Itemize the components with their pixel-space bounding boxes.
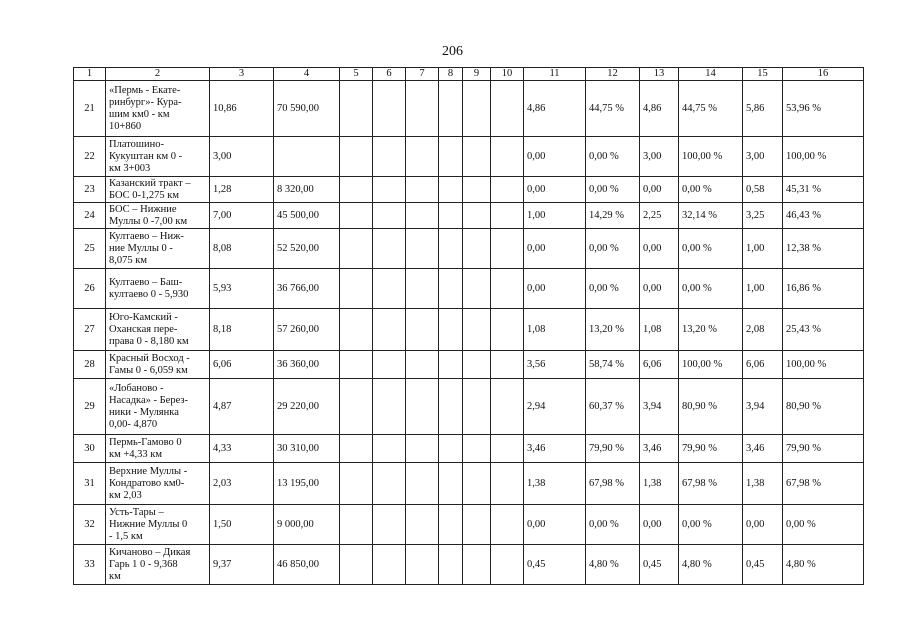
table-row <box>74 137 864 177</box>
road-name-cell: Усть-Тары – Нижние Муллы 0 - 1,5 км <box>106 505 210 545</box>
table-cell <box>439 545 463 585</box>
table-cell: 0,00 <box>524 269 586 309</box>
column-header: 4 <box>274 68 340 81</box>
table-cell: 9,37 <box>210 545 274 585</box>
table-cell: 25,43 % <box>783 309 864 351</box>
table-cell: 1,00 <box>524 203 586 229</box>
table-cell <box>463 137 491 177</box>
column-header: 14 <box>679 68 743 81</box>
table-cell: 1,08 <box>524 309 586 351</box>
table-cell <box>491 229 524 269</box>
row-number-cell: 33 <box>74 545 106 585</box>
column-header: 7 <box>406 68 439 81</box>
table-cell: 45,31 % <box>783 177 864 203</box>
page-number: 206 <box>442 44 463 59</box>
table-cell: 67,98 % <box>679 463 743 505</box>
table-cell: 0,45 <box>524 545 586 585</box>
road-name-cell: Култаево – Ниж- ние Муллы 0 - 8,075 км <box>106 229 210 269</box>
table-cell: 0,00 % <box>679 505 743 545</box>
table-cell: 57 260,00 <box>274 309 340 351</box>
row-number-cell: 29 <box>74 379 106 435</box>
table-row <box>74 505 864 545</box>
column-header: 9 <box>463 68 491 81</box>
table-cell: 2,08 <box>743 309 783 351</box>
column-header: 13 <box>640 68 679 81</box>
table-cell: 13,20 % <box>679 309 743 351</box>
table-cell: 100,00 % <box>783 137 864 177</box>
row-number-cell: 22 <box>74 137 106 177</box>
table-cell <box>340 309 373 351</box>
column-header: 2 <box>106 68 210 81</box>
row-number-cell: 21 <box>74 81 106 137</box>
table-row <box>74 545 864 585</box>
table-cell <box>373 435 406 463</box>
table-cell: 0,00 % <box>586 137 640 177</box>
table-cell <box>340 203 373 229</box>
table-cell <box>406 203 439 229</box>
table-row <box>74 435 864 463</box>
table-cell: 3,00 <box>743 137 783 177</box>
table-cell <box>340 505 373 545</box>
table-cell: 1,00 <box>743 269 783 309</box>
table-cell <box>439 137 463 177</box>
table-cell: 80,90 % <box>679 379 743 435</box>
road-name-cell: «Пермь - Екате- ринбург»- Кура- шим км0 - км 10+860 <box>106 81 210 137</box>
table-cell <box>406 269 439 309</box>
table-row <box>74 379 864 435</box>
table-cell: 2,03 <box>210 463 274 505</box>
table-cell: 6,06 <box>210 351 274 379</box>
table-cell: 53,96 % <box>783 81 864 137</box>
table-cell <box>463 379 491 435</box>
row-number-cell: 25 <box>74 229 106 269</box>
road-name-cell: Платошино- Кукуштан км 0 - км 3+003 <box>106 137 210 177</box>
table-cell <box>373 269 406 309</box>
table-cell <box>463 269 491 309</box>
table-cell: 4,80 % <box>679 545 743 585</box>
table-cell: 0,45 <box>640 545 679 585</box>
column-header: 15 <box>743 68 783 81</box>
table-cell: 100,00 % <box>679 137 743 177</box>
row-number-cell: 23 <box>74 177 106 203</box>
table-cell <box>463 545 491 585</box>
table-cell: 7,00 <box>210 203 274 229</box>
table-cell: 5,86 <box>743 81 783 137</box>
table-cell <box>463 351 491 379</box>
table-cell: 6,06 <box>640 351 679 379</box>
road-name-cell: Верхние Муллы - Кондратово км0- км 2,03 <box>106 463 210 505</box>
table-cell <box>439 309 463 351</box>
table-cell <box>439 203 463 229</box>
table-cell <box>340 435 373 463</box>
table-cell <box>491 203 524 229</box>
table-cell <box>406 545 439 585</box>
table-cell <box>463 435 491 463</box>
table-cell <box>406 379 439 435</box>
row-number-cell: 31 <box>74 463 106 505</box>
table-cell: 36 766,00 <box>274 269 340 309</box>
table-cell <box>373 177 406 203</box>
table-cell <box>373 229 406 269</box>
table-cell <box>439 463 463 505</box>
table-cell: 80,90 % <box>783 379 864 435</box>
table-cell: 44,75 % <box>679 81 743 137</box>
table-cell <box>340 463 373 505</box>
table-cell: 1,08 <box>640 309 679 351</box>
table-cell: 5,93 <box>210 269 274 309</box>
table-cell <box>491 81 524 137</box>
table-cell: 30 310,00 <box>274 435 340 463</box>
table-cell <box>406 81 439 137</box>
table-cell <box>373 203 406 229</box>
column-header: 10 <box>491 68 524 81</box>
table-cell: 60,37 % <box>586 379 640 435</box>
table-cell <box>439 229 463 269</box>
table-header <box>74 68 864 81</box>
table-cell: 4,33 <box>210 435 274 463</box>
table-cell <box>439 351 463 379</box>
table-cell <box>406 505 439 545</box>
table-cell <box>373 505 406 545</box>
table-cell: 13,20 % <box>586 309 640 351</box>
row-number-cell: 27 <box>74 309 106 351</box>
table-cell: 36 360,00 <box>274 351 340 379</box>
table-cell <box>491 269 524 309</box>
road-name-cell: БОС – Нижние Муллы 0 -7,00 км <box>106 203 210 229</box>
table-cell <box>340 81 373 137</box>
column-header: 1 <box>74 68 106 81</box>
table-cell: 3,00 <box>210 137 274 177</box>
table-cell <box>373 81 406 137</box>
table-cell: 1,38 <box>743 463 783 505</box>
row-number-cell: 24 <box>74 203 106 229</box>
table-cell <box>373 545 406 585</box>
row-number-cell: 32 <box>74 505 106 545</box>
table-cell: 4,86 <box>524 81 586 137</box>
table-cell <box>406 309 439 351</box>
table-cell: 3,46 <box>640 435 679 463</box>
table-cell: 79,90 % <box>586 435 640 463</box>
table-cell: 52 520,00 <box>274 229 340 269</box>
table-cell: 3,94 <box>743 379 783 435</box>
table-cell: 100,00 % <box>679 351 743 379</box>
table-cell: 1,50 <box>210 505 274 545</box>
table-cell <box>491 309 524 351</box>
table-row <box>74 203 864 229</box>
table-cell: 32,14 % <box>679 203 743 229</box>
table-cell: 1,00 <box>743 229 783 269</box>
table-cell: 29 220,00 <box>274 379 340 435</box>
table-cell: 1,38 <box>640 463 679 505</box>
table-row <box>74 463 864 505</box>
table-cell <box>463 81 491 137</box>
table-cell <box>340 137 373 177</box>
table-cell <box>340 545 373 585</box>
table-cell <box>491 505 524 545</box>
table-cell: 0,45 <box>743 545 783 585</box>
table-cell <box>439 269 463 309</box>
table-cell: 100,00 % <box>783 351 864 379</box>
table-cell: 8,08 <box>210 229 274 269</box>
table-cell: 10,86 <box>210 81 274 137</box>
table-cell: 46 850,00 <box>274 545 340 585</box>
table-cell <box>406 177 439 203</box>
table-cell <box>406 351 439 379</box>
table-cell: 0,00 <box>640 269 679 309</box>
row-number-cell: 28 <box>74 351 106 379</box>
table-cell: 9 000,00 <box>274 505 340 545</box>
table-cell: 3,00 <box>640 137 679 177</box>
table-cell: 0,00 <box>524 229 586 269</box>
table-cell: 16,86 % <box>783 269 864 309</box>
table-cell <box>340 269 373 309</box>
table-cell: 4,80 % <box>783 545 864 585</box>
table-cell: 0,00 <box>640 177 679 203</box>
table-cell: 67,98 % <box>783 463 864 505</box>
table-cell: 58,74 % <box>586 351 640 379</box>
table-cell <box>406 463 439 505</box>
table-cell: 0,00 <box>743 505 783 545</box>
table-cell <box>274 137 340 177</box>
table-cell: 79,90 % <box>783 435 864 463</box>
road-name-cell: Юго-Камский - Оханская пере- права 0 - 8,180 км <box>106 309 210 351</box>
table-cell: 0,00 % <box>586 229 640 269</box>
table-cell: 3,46 <box>524 435 586 463</box>
table-cell <box>406 435 439 463</box>
table-cell <box>340 229 373 269</box>
table-cell <box>406 137 439 177</box>
table-cell: 3,56 <box>524 351 586 379</box>
table-cell <box>491 379 524 435</box>
table-cell: 1,28 <box>210 177 274 203</box>
table-cell: 45 500,00 <box>274 203 340 229</box>
table-cell: 70 590,00 <box>274 81 340 137</box>
table-cell <box>373 309 406 351</box>
row-number-cell: 30 <box>74 435 106 463</box>
table-cell <box>373 137 406 177</box>
table-cell: 0,00 % <box>679 269 743 309</box>
table-cell: 8,18 <box>210 309 274 351</box>
table-cell: 4,86 <box>640 81 679 137</box>
table-cell <box>463 203 491 229</box>
table-cell: 0,00 <box>640 229 679 269</box>
column-header: 16 <box>783 68 864 81</box>
table-cell <box>373 463 406 505</box>
table-cell: 3,94 <box>640 379 679 435</box>
table-cell: 14,29 % <box>586 203 640 229</box>
table-cell: 12,38 % <box>783 229 864 269</box>
table-cell <box>439 177 463 203</box>
table-row <box>74 269 864 309</box>
road-name-cell: Казанский тракт – БОС 0-1,275 км <box>106 177 210 203</box>
column-header: 3 <box>210 68 274 81</box>
table-row <box>74 309 864 351</box>
column-header: 11 <box>524 68 586 81</box>
header-row <box>74 68 864 81</box>
table-cell <box>491 177 524 203</box>
table-row <box>74 81 864 137</box>
table-cell: 3,25 <box>743 203 783 229</box>
table-cell <box>373 379 406 435</box>
table-cell: 4,87 <box>210 379 274 435</box>
table-cell: 6,06 <box>743 351 783 379</box>
road-name-cell: Кичаново – Дикая Гарь 1 0 - 9,368 км <box>106 545 210 585</box>
table-cell: 0,00 <box>524 177 586 203</box>
table-cell <box>340 379 373 435</box>
table-cell: 79,90 % <box>679 435 743 463</box>
road-name-cell: Култаево – Баш- култаево 0 - 5,930 <box>106 269 210 309</box>
table-cell: 0,00 % <box>586 269 640 309</box>
table-cell: 2,94 <box>524 379 586 435</box>
table-cell: 0,00 % <box>679 177 743 203</box>
table-body <box>74 81 864 585</box>
table-cell: 0,58 <box>743 177 783 203</box>
table-cell <box>340 177 373 203</box>
table-cell <box>439 435 463 463</box>
table-row <box>74 229 864 269</box>
table-cell <box>439 81 463 137</box>
table-cell: 8 320,00 <box>274 177 340 203</box>
table-cell <box>439 505 463 545</box>
table-cell: 3,46 <box>743 435 783 463</box>
table-cell <box>491 463 524 505</box>
road-name-cell: Красный Восход - Гамы 0 - 6,059 км <box>106 351 210 379</box>
table-cell: 4,80 % <box>586 545 640 585</box>
table-cell: 0,00 % <box>783 505 864 545</box>
table-cell <box>463 463 491 505</box>
table-row <box>74 351 864 379</box>
table-cell <box>439 379 463 435</box>
table-cell <box>491 435 524 463</box>
table-cell: 46,43 % <box>783 203 864 229</box>
table-cell <box>491 545 524 585</box>
row-number-cell: 26 <box>74 269 106 309</box>
table-cell <box>340 351 373 379</box>
road-name-cell: Пермь-Гамово 0 км +4,33 км <box>106 435 210 463</box>
table-cell: 13 195,00 <box>274 463 340 505</box>
table-cell: 2,25 <box>640 203 679 229</box>
column-header: 6 <box>373 68 406 81</box>
table-cell <box>463 177 491 203</box>
table-row <box>74 177 864 203</box>
table-cell <box>406 229 439 269</box>
table-cell <box>491 137 524 177</box>
column-header: 5 <box>340 68 373 81</box>
table-cell: 44,75 % <box>586 81 640 137</box>
table-cell: 0,00 <box>640 505 679 545</box>
table-cell <box>463 229 491 269</box>
column-header: 12 <box>586 68 640 81</box>
table-cell: 0,00 % <box>586 177 640 203</box>
table-cell: 67,98 % <box>586 463 640 505</box>
table-cell: 0,00 <box>524 505 586 545</box>
data-table <box>73 67 864 585</box>
table-cell: 0,00 % <box>586 505 640 545</box>
table-cell: 0,00 <box>524 137 586 177</box>
table-cell <box>491 351 524 379</box>
table-cell: 1,38 <box>524 463 586 505</box>
table-cell <box>463 505 491 545</box>
column-header: 8 <box>439 68 463 81</box>
table-cell <box>463 309 491 351</box>
road-name-cell: «Лобаново - Насадка» - Берез- ники - Мулянка 0,00- 4,870 <box>106 379 210 435</box>
table-cell <box>373 351 406 379</box>
table-cell: 0,00 % <box>679 229 743 269</box>
